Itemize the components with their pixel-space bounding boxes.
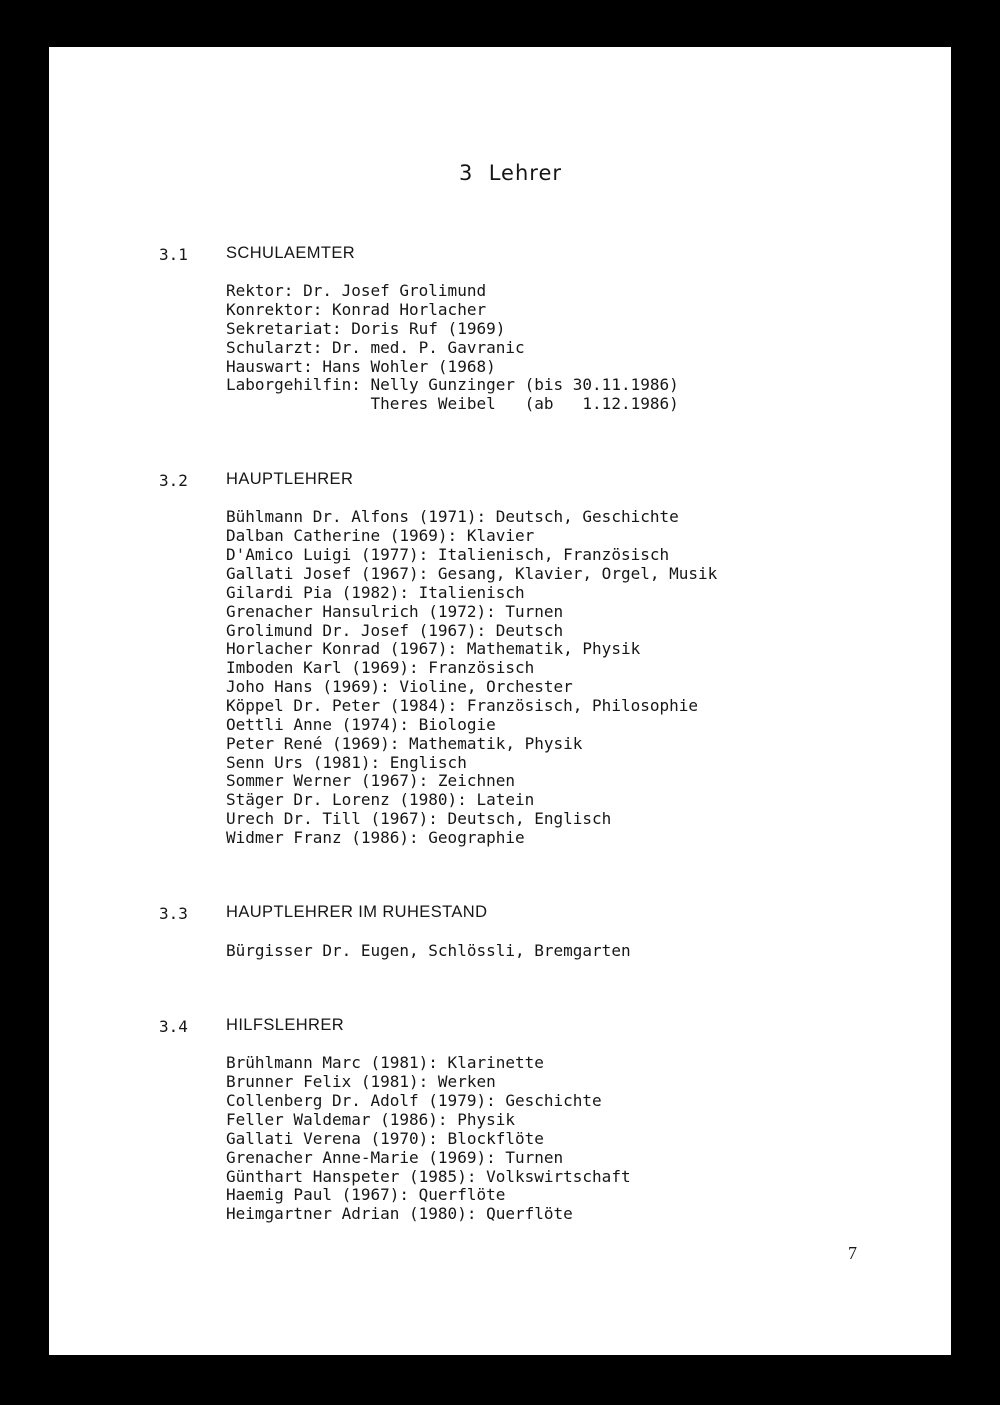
list-item: Bürgisser Dr. Eugen, Schlössli, Bremgarten	[226, 941, 631, 960]
text-line: Sekretariat: Doris Ruf (1969)	[226, 319, 506, 338]
list-item: Köppel Dr. Peter (1984): Französisch, Philosophie	[226, 696, 699, 715]
list-item: Stäger Dr. Lorenz (1980): Latein	[226, 790, 535, 809]
list-item: Peter René (1969): Mathematik, Physik	[226, 734, 583, 753]
list-item: Sommer Werner (1967): Zeichnen	[226, 771, 515, 790]
list-item: Gallati Verena (1970): Blockflöte	[226, 1129, 544, 1148]
list-item: Brunner Felix (1981): Werken	[226, 1072, 496, 1091]
section-number: 3.2	[159, 471, 188, 490]
list-item: Oettli Anne (1974): Biologie	[226, 715, 496, 734]
section-title-schulaemter: SCHULAEMTER	[226, 244, 356, 262]
section-title-ruhestand: HAUPTLEHRER IM RUHESTAND	[226, 903, 488, 921]
list-item: Grolimund Dr. Josef (1967): Deutsch	[226, 621, 564, 640]
section-number: 3.1	[159, 245, 188, 264]
list-item: Senn Urs (1981): Englisch	[226, 753, 467, 772]
text-line: Laborgehilfin: Nelly Gunzinger (bis 30.11.1986)	[226, 375, 679, 394]
list-item: Urech Dr. Till (1967): Deutsch, Englisch	[226, 809, 612, 828]
list-item: Grenacher Hansulrich (1972): Turnen	[226, 602, 564, 621]
list-item: Imboden Karl (1969): Französisch	[226, 658, 535, 677]
page-number: 7	[848, 1243, 857, 1263]
list-item: D'Amico Luigi (1977): Italienisch, Französisch	[226, 545, 670, 564]
list-item: Gallati Josef (1967): Gesang, Klavier, Orgel, Musik	[226, 564, 718, 583]
list-item: Widmer Franz (1986): Geographie	[226, 828, 525, 847]
list-item: Collenberg Dr. Adolf (1979): Geschichte	[226, 1091, 602, 1110]
text-line: Hauswart: Hans Wohler (1968)	[226, 357, 496, 376]
text-line: Schularzt: Dr. med. P. Gavranic	[226, 338, 525, 357]
list-item: Günthart Hanspeter (1985): Volkswirtschaft	[226, 1167, 631, 1186]
chapter-title: 3 Lehrer	[459, 161, 562, 185]
list-item: Joho Hans (1969): Violine, Orchester	[226, 677, 573, 696]
list-item: Dalban Catherine (1969): Klavier	[226, 526, 535, 545]
list-item: Gilardi Pia (1982): Italienisch	[226, 583, 525, 602]
list-item: Bühlmann Dr. Alfons (1971): Deutsch, Geschichte	[226, 507, 679, 526]
section-title-hilfslehrer: HILFSLEHRER	[226, 1016, 345, 1034]
section-title-hauptlehrer: HAUPTLEHRER	[226, 470, 354, 488]
list-item: Brühlmann Marc (1981): Klarinette	[226, 1053, 544, 1072]
list-item: Feller Waldemar (1986): Physik	[226, 1110, 515, 1129]
text-line: Theres Weibel (ab 1.12.1986)	[226, 394, 679, 413]
section-number: 3.3	[159, 904, 188, 923]
list-item: Horlacher Konrad (1967): Mathematik, Physik	[226, 639, 641, 658]
text-line: Rektor: Dr. Josef Grolimund	[226, 281, 487, 300]
list-item: Heimgartner Adrian (1980): Querflöte	[226, 1204, 573, 1223]
section-number: 3.4	[159, 1017, 188, 1036]
list-item: Haemig Paul (1967): Querflöte	[226, 1185, 506, 1204]
list-item: Grenacher Anne-Marie (1969): Turnen	[226, 1148, 564, 1167]
text-line: Konrektor: Konrad Horlacher	[226, 300, 487, 319]
